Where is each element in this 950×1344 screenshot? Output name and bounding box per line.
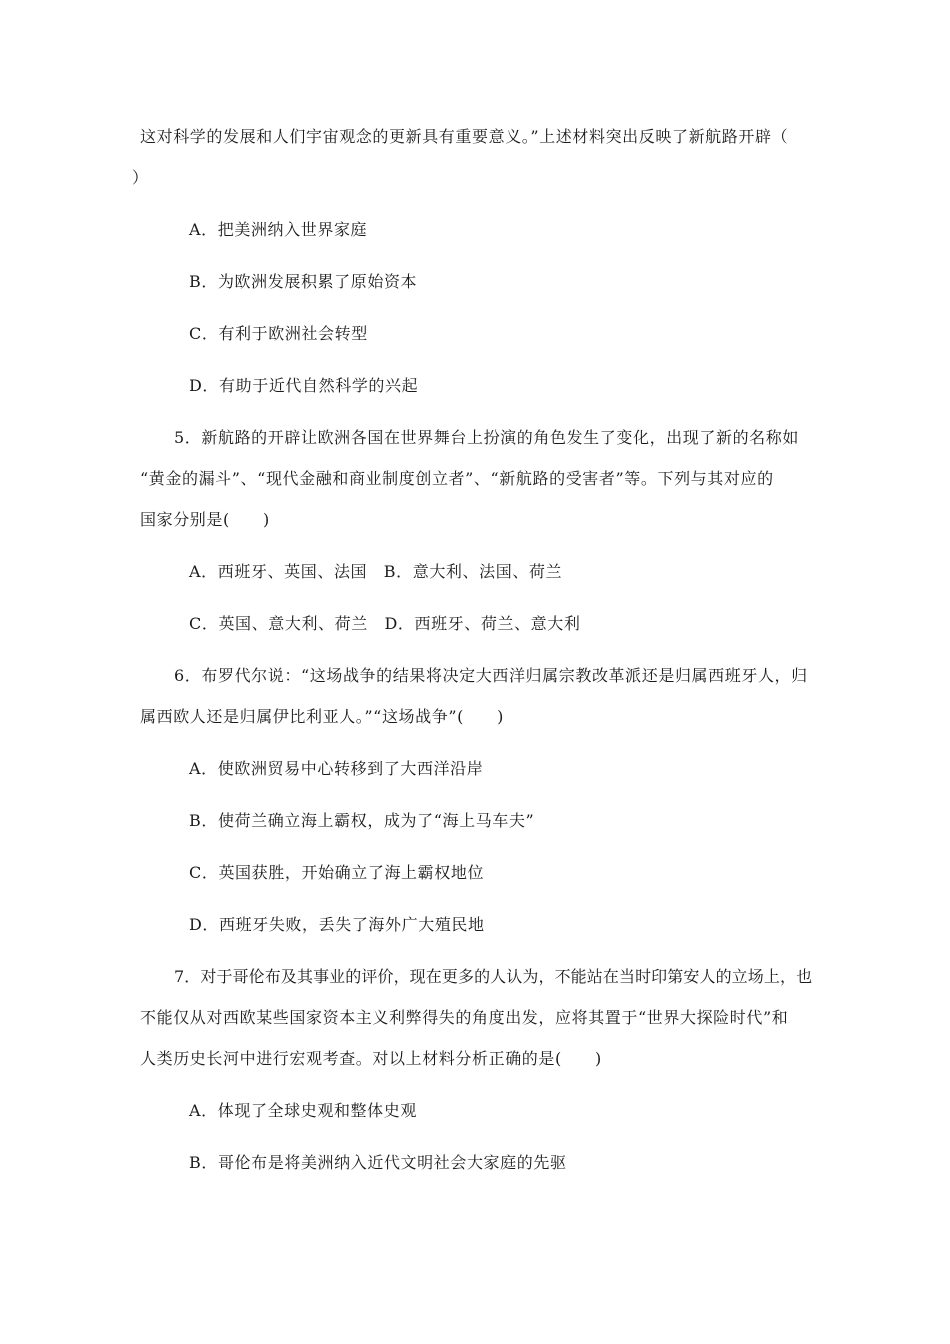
q7-option-b: B．哥伦布是将美洲纳入近代文明社会大家庭的先驱 <box>189 1153 567 1172</box>
q5-stem-line-3: 国家分别是( ) <box>140 510 270 529</box>
q6-option-d: D．西班牙失败，丢失了海外广大殖民地 <box>189 915 485 934</box>
q4-option-b: B．为欧洲发展积累了原始资本 <box>189 272 418 291</box>
q7-stem-line-3: 人类历史长河中进行宏观考查。对以上材料分析正确的是( ) <box>140 1049 602 1068</box>
q4-option-c: C．有利于欧洲社会转型 <box>189 324 368 343</box>
q5-options-ab: A．西班牙、英国、法国 B．意大利、法国、荷兰 <box>189 562 563 581</box>
q6-option-b: B．使荷兰确立海上霸权，成为了“海上马车夫” <box>189 811 535 830</box>
q7-stem-line-2: 不能仅从对西欧某些国家资本主义利弊得失的角度出发，应将其置于“世界大探险时代”和 <box>140 1008 789 1027</box>
q4-stem-line-2: ） <box>132 168 149 187</box>
q6-stem-line-1: 6．布罗代尔说：“这场战争的结果将决定大西洋归属宗教改革派还是归属西班牙人，归 <box>174 666 808 685</box>
q7-option-a: A．体现了全球史观和整体史观 <box>189 1101 417 1120</box>
q7-stem-line-1: 7．对于哥伦布及其事业的评价，现在更多的人认为，不能站在当时印第安人的立场上，也 <box>174 967 813 986</box>
q5-stem-line-2: “黄金的漏斗”、“现代金融和商业制度创立者”、“新航路的受害者”等。下列与其对应的 <box>140 469 774 488</box>
q6-option-a: A．使欧洲贸易中心转移到了大西洋沿岸 <box>189 759 484 778</box>
q6-stem-line-2: 属西欧人还是归属伊比利亚人。”“这场战争”( ) <box>140 707 505 726</box>
q4-option-d: D．有助于近代自然科学的兴起 <box>189 376 419 395</box>
q5-stem-line-1: 5．新航路的开辟让欧洲各国在世界舞台上扮演的角色发生了变化，出现了新的名称如 <box>174 428 799 447</box>
q4-option-a: A．把美洲纳入世界家庭 <box>189 220 368 239</box>
q4-stem-line-1: 这对科学的发展和人们宇宙观念的更新具有重要意义。”上述材料突出反映了新航路开辟（ <box>140 127 789 146</box>
q6-option-c: C．英国获胜，开始确立了海上霸权地位 <box>189 863 485 882</box>
q5-options-cd: C．英国、意大利、荷兰 D．西班牙、荷兰、意大利 <box>189 614 581 633</box>
